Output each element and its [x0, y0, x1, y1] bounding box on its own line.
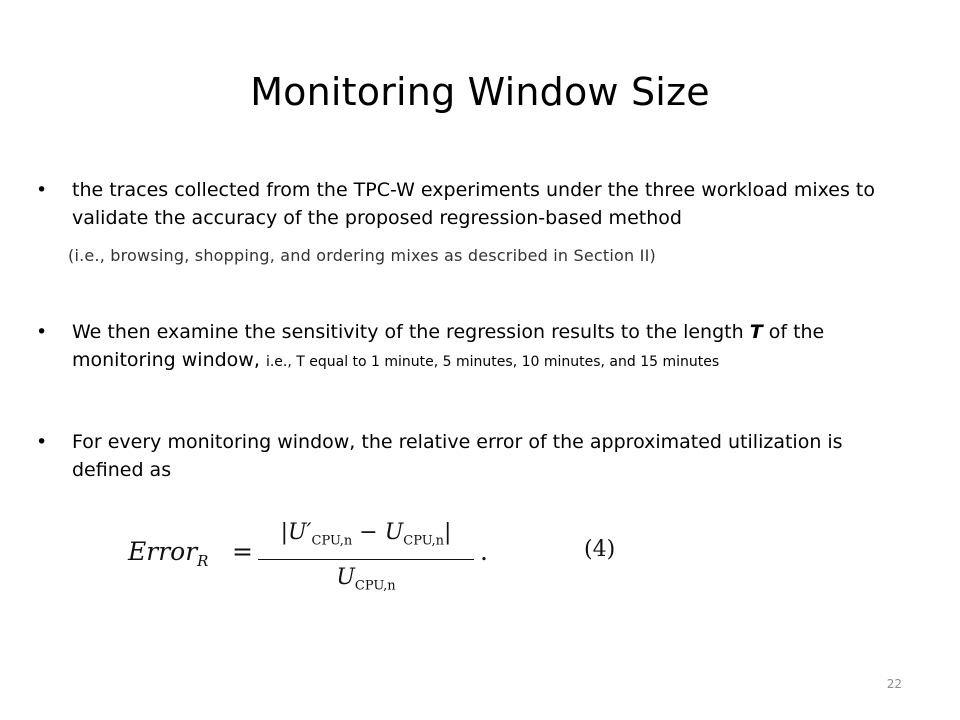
- bullet-item: [36, 176, 906, 232]
- bullet-marker: •: [36, 179, 48, 201]
- numerator-open: |U′: [280, 520, 312, 545]
- bullet-text-part: of the monitoring window,: [72, 321, 825, 371]
- equation-numerator: [256, 515, 476, 559]
- equation-lhs: [128, 537, 208, 570]
- denominator-subscript: CPU,n: [354, 578, 396, 594]
- bullet-subnote: (i.e., browsing, shopping, and ordering mixes as described in Section II): [68, 246, 656, 265]
- equation-denominator: [256, 560, 476, 604]
- bullet-text: [72, 318, 906, 376]
- equation-period: .: [480, 537, 488, 566]
- bullet-text: the traces collected from the TPC-W experiments under the three workload mixes to validate the accuracy of the proposed regression-based method: [72, 179, 875, 229]
- numerator-minus: − U: [352, 520, 404, 545]
- numerator-subscript: CPU,n: [403, 533, 444, 549]
- numerator-close: |: [443, 520, 452, 545]
- numerator-subscript: CPU,n: [311, 533, 353, 549]
- equation-fraction: [256, 515, 476, 605]
- bullet-text-part: We then examine the sensitivity of the regression results to the length: [72, 321, 750, 343]
- equation-lhs-subscript: R: [197, 552, 209, 570]
- error-equation: [128, 515, 648, 595]
- bullet-marker: •: [36, 321, 48, 343]
- bullet-item: [36, 428, 906, 484]
- bullet-text: For every monitoring window, the relative error of the approximated utilization is defined as: [72, 431, 843, 481]
- bullet-marker: •: [36, 431, 48, 453]
- slide-title: Monitoring Window Size: [250, 70, 710, 114]
- bullet-item: [36, 318, 906, 376]
- page-number: 22: [886, 677, 902, 691]
- denominator-text: U: [336, 565, 355, 591]
- emphasis-variable: T: [749, 321, 763, 343]
- bullet-small-text: i.e., T equal to 1 minute, 5 minutes, 10 minutes, and 15 minutes: [265, 354, 720, 370]
- equation-lhs-text: Error: [128, 537, 198, 566]
- equation-number: (4): [584, 537, 616, 562]
- equation-equals: =: [232, 537, 253, 566]
